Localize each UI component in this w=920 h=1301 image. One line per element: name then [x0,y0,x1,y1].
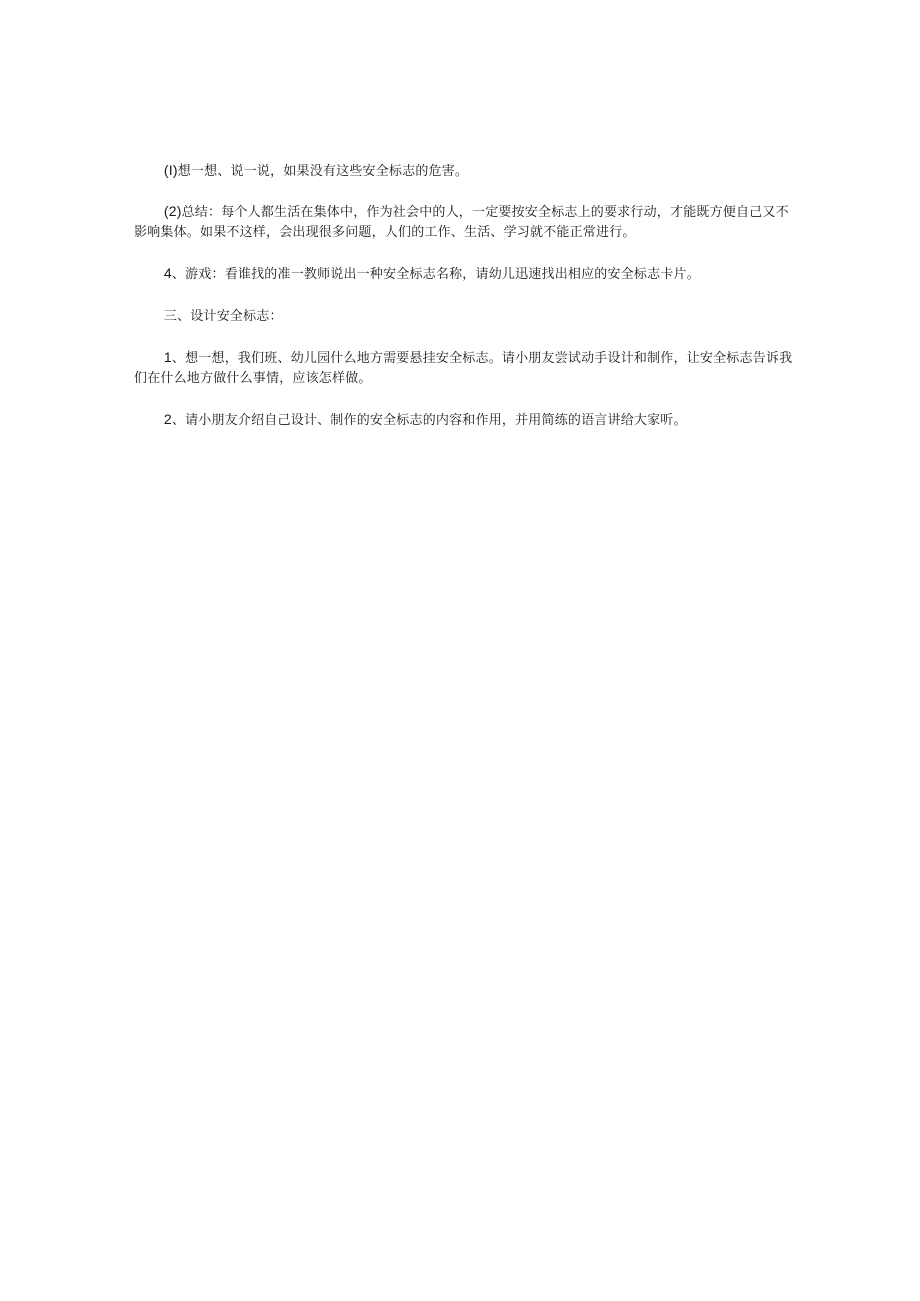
paragraph-3-marker: 4 [163,265,172,281]
paragraph-3-text: 、游戏：看谁找的准一教师说出一种安全标志名称，请幼儿迅速找出相应的安全标志卡片。 [171,267,700,282]
paragraph-1-marker: (I) [163,162,178,178]
paragraph-2-text: 总结：每个人都生活在集体中，作为社会中的人，一定要按安全标志上的要求行动，才能既方便自己又不影响集体。如果不这样，会出现很多问题，人们的工作、生活、学习就不能正常进行。 [134,205,789,240]
document-body [134,160,794,431]
paragraph-3 [134,263,794,285]
paragraph-6 [134,409,794,431]
paragraph-1-text: 想一想、说一说，如果没有这些安全标志的危害。 [177,164,469,179]
paragraph-5-marker: 1 [163,349,172,365]
paragraph-5 [134,347,794,389]
paragraph-2-marker: (2) [163,203,182,219]
section-heading-text: 三、设计安全标志： [163,309,283,324]
paragraph-2 [134,201,794,243]
paragraph-1 [134,160,794,182]
paragraph-6-text: 、请小朋友介绍自己设计、制作的安全标志的内容和作用，并用简练的语言讲给大家听。 [171,413,687,428]
paragraph-5-text: 、想一想，我们班、幼儿园什么地方需要悬挂安全标志。请小朋友尝试动手设计和制作，让安全标志告诉我们在什么地方做什么事情，应该怎样做。 [134,351,793,386]
section-heading [134,305,794,327]
paragraph-6-marker: 2 [163,411,172,427]
